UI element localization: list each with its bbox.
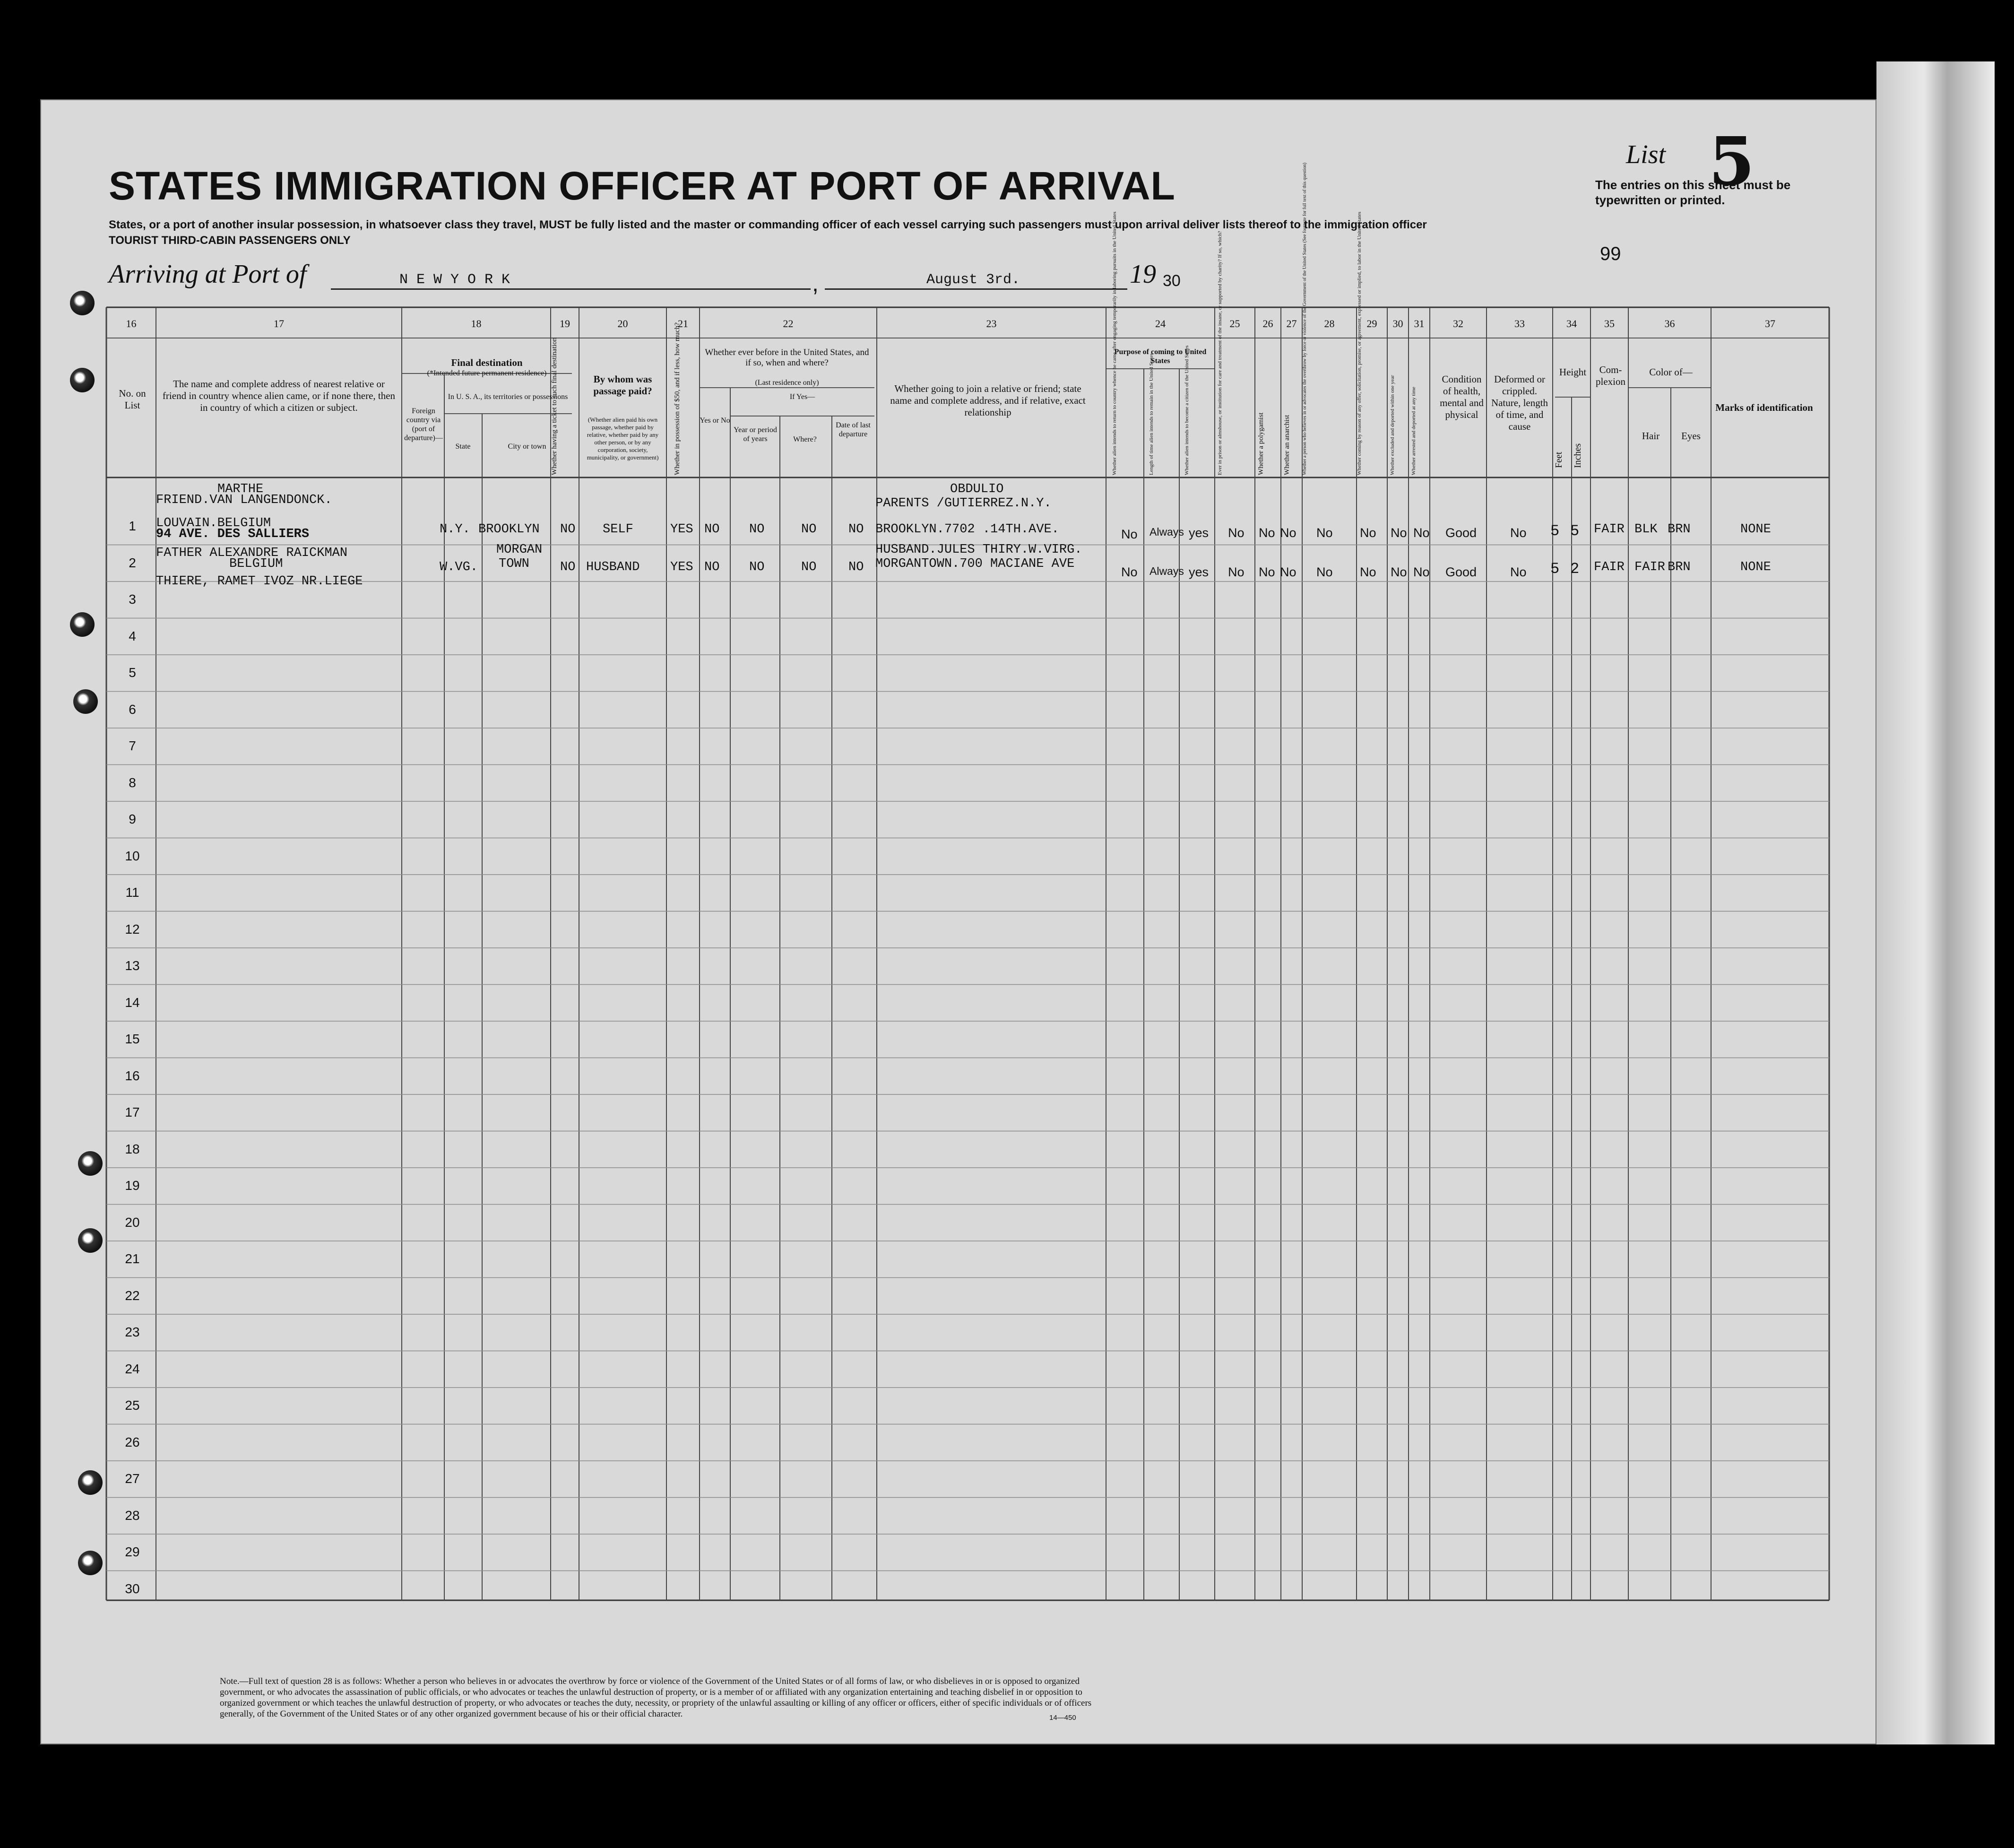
header-excluded: Whether excluded and deported within one year: [1390, 375, 1395, 475]
arrival-date: August 3rd.: [926, 272, 1020, 288]
header-final-destination: Final destination: [451, 357, 523, 368]
row1-years: NO: [749, 522, 765, 537]
row2-polygamist: No: [1259, 565, 1275, 579]
header-inches: Inches: [1573, 443, 1583, 468]
column-number: 21: [678, 318, 688, 330]
row1-offer: No: [1360, 526, 1376, 540]
row2-citizen: yes: [1189, 565, 1209, 579]
row-number: 29: [125, 1544, 140, 1559]
form-number: 14—450: [1049, 1714, 1076, 1722]
row1-money: YES: [670, 522, 693, 537]
row2-join-relation: HUSBAND.JULES THIRY.W.VIRG.: [875, 543, 1082, 557]
row2-complexion: FAIR: [1594, 560, 1625, 574]
row2-inches: 2: [1570, 560, 1580, 578]
row1-passage: SELF: [603, 522, 633, 537]
header-overthrow: [1302, 343, 1308, 475]
header-state: State: [455, 442, 471, 451]
row-number: 21: [125, 1251, 140, 1266]
form-title: STATES IMMIGRATION OFFICER AT PORT OF ARRIVAL: [109, 164, 1176, 208]
row2-marks: NONE: [1740, 560, 1771, 574]
row2-anarchist: No: [1280, 565, 1297, 579]
header-ever-before-sub: (Last residence only): [755, 379, 819, 387]
row-number: 9: [129, 812, 136, 826]
row1-polygamist: No: [1259, 526, 1275, 540]
header-money: Whether in possession of $50, and if less, how much?: [674, 322, 681, 475]
row-number: 20: [125, 1215, 140, 1230]
row-number: 8: [129, 775, 136, 790]
year-suffix: 30: [1163, 272, 1181, 290]
column-number: 25: [1229, 318, 1240, 330]
row1-ticket: NO: [560, 522, 576, 537]
row2-city-line2: TOWN: [499, 557, 529, 571]
row2-where: NO: [801, 560, 817, 574]
header-complexion: Com- plexion: [1596, 364, 1625, 387]
header-where: Where?: [793, 435, 817, 443]
row2-hair: FAIR: [1634, 560, 1665, 574]
column-number: 24: [1155, 318, 1166, 330]
row2-relative-name: FATHER ALEXANDRE RAICKMAN: [156, 546, 348, 560]
row2-relative-country: BELGIUM: [229, 557, 283, 571]
form-subtitle: States, or a port of another insular possession, in whatsoever class they travel, MUST be fully listed and the master or commanding officer of each vessel carrying such passengers must upon arrival deliver lists thereof to the immigration officer: [109, 218, 1427, 231]
row1-relative-address: 94 AVE. DES SALLIERS: [156, 527, 310, 541]
row2-offer: No: [1360, 565, 1376, 579]
header-purpose: Purpose of coming to United States: [1114, 348, 1207, 365]
row-number: 3: [129, 592, 136, 607]
row-number: 15: [125, 1032, 140, 1046]
column-number: 28: [1324, 318, 1335, 330]
row-number: 14: [125, 995, 140, 1010]
row-number: 17: [125, 1105, 140, 1119]
column-number: 34: [1566, 318, 1577, 330]
row1-hair: BLK: [1634, 522, 1658, 537]
row-number: 1: [129, 519, 136, 533]
header-passage-sub: (Whether alien paid his own passage, whether paid by relative, whether paid by any other person, or by any corporation, society, municipality, or government): [587, 416, 659, 461]
header-join-relative: Whether going to join a relative or friend; state name and complete address, and if relative, exact relationship: [890, 383, 1086, 418]
header-years: Year or period of years: [734, 426, 777, 443]
row1-marks: NONE: [1740, 522, 1771, 537]
row2-ticket: NO: [560, 560, 576, 574]
row1-join-name: OBDULIO: [950, 482, 1004, 496]
header-ever-before: Whether ever before in the United States, and if so, when and where?: [705, 347, 869, 368]
row1-departure: NO: [848, 522, 864, 537]
row-number: 19: [125, 1178, 140, 1193]
column-number: 31: [1414, 318, 1425, 330]
row2-years: NO: [749, 560, 765, 574]
column-number: 17: [274, 318, 284, 330]
header-eyes: Eyes: [1681, 430, 1701, 442]
row1-deformed: No: [1510, 526, 1527, 540]
row-number: 11: [125, 885, 139, 900]
row2-deported: No: [1413, 565, 1430, 579]
row2-join-address: MORGANTOWN.700 MACIANE AVE: [875, 557, 1075, 571]
row2-city-line1: MORGAN: [496, 543, 543, 557]
column-number: 27: [1286, 318, 1297, 330]
row-number: 10: [125, 848, 140, 863]
header-hair: Hair: [1642, 430, 1660, 442]
row2-departure: NO: [848, 560, 864, 574]
row2-length: Always: [1150, 565, 1184, 577]
header-relative: The name and complete address of nearest relative or friend in country whence alien came, or if none there, then in country of which a citizen or subject.: [162, 378, 396, 413]
column-number: 23: [986, 318, 997, 330]
row-number: 26: [125, 1434, 140, 1449]
row-number: 2: [129, 555, 136, 570]
list-number: 5: [1709, 123, 1755, 200]
column-number: 26: [1262, 318, 1273, 330]
year-prefix: 19: [1130, 260, 1156, 289]
row2-health: Good: [1445, 565, 1477, 579]
row1-complexion: FAIR: [1594, 522, 1625, 537]
row1-join-relation: PARENTS /GUTIERREZ.N.Y.: [875, 496, 1052, 511]
port-value: N E W Y O R K: [399, 272, 510, 288]
header-ticket: Whether having a ticket to such final destination: [551, 337, 558, 475]
header-offer: Whether coming by reason of any offer, solicitation, promise, or agreement, expressed or implied, to labor in the United States: [1357, 211, 1362, 475]
sheet-number: 99: [1600, 243, 1621, 264]
header-return: [1112, 373, 1118, 475]
header-last-departure: Date of last departure: [836, 421, 871, 438]
header-health: Condition of health, mental and physical: [1440, 373, 1484, 420]
column-number: 37: [1765, 318, 1775, 330]
row2-eyes: BRN: [1668, 560, 1691, 574]
row-number: 22: [125, 1288, 140, 1303]
row1-feet: 5: [1550, 522, 1560, 540]
column-number: 16: [126, 318, 137, 330]
row1-join-address: BROOKLYN.7702 .14TH.AVE.: [875, 522, 1059, 537]
entries-note: The entries on this sheet must be typewritten or printed.: [1595, 178, 1791, 207]
row-number: 18: [125, 1141, 140, 1156]
row-number: 25: [125, 1398, 140, 1413]
row-number: 13: [125, 958, 140, 973]
row2-deformed: No: [1510, 565, 1527, 579]
row2-before: NO: [704, 560, 720, 574]
row1-citizen: yes: [1189, 526, 1209, 540]
header-final-destination-sub: (*Intended future permanent residence): [427, 369, 547, 377]
header-no-on-list: No. on List: [119, 388, 146, 411]
row-number: 16: [125, 1068, 140, 1083]
row-number: 4: [129, 628, 136, 643]
header-yes-no: Yes or No: [700, 416, 730, 425]
row-number: 30: [125, 1581, 140, 1596]
row-number: 12: [125, 921, 140, 937]
row1-relative-name: MARTHE: [217, 482, 264, 496]
header-prison: Ever in prison or almshouse, or institution for care and treatment of the insane, or supported by charity? If so, which?: [1217, 231, 1223, 475]
row1-relative-city: LOUVAIN.BELGIUM: [156, 516, 271, 530]
row-number: 27: [125, 1471, 140, 1486]
column-number: 35: [1604, 318, 1615, 330]
header-if-yes: If Yes—: [789, 393, 815, 401]
header-in-usa: In U. S. A., its territories or possessions: [448, 393, 568, 401]
row1-health: Good: [1445, 526, 1477, 540]
row1-city: BROOKLYN: [478, 522, 540, 537]
row-number: 28: [125, 1508, 140, 1523]
column-number: 30: [1392, 318, 1403, 330]
header-passage: By whom was passage paid?: [593, 373, 652, 397]
header-city: City or town: [508, 442, 546, 451]
row-number: 23: [125, 1325, 140, 1339]
header-citizen: Whether alien intends to become a citizen of the United States: [1184, 345, 1190, 475]
row1-return: No: [1121, 527, 1138, 541]
row1-where: NO: [801, 522, 817, 537]
row2-return: No: [1121, 565, 1138, 579]
column-number: 18: [471, 318, 482, 330]
column-number: 19: [560, 318, 570, 330]
arriving-port-label: Arriving at Port of: [109, 260, 307, 289]
row2-passage: HUSBAND: [586, 560, 640, 574]
header-feet: Feet: [1554, 451, 1564, 468]
row2-feet: 5: [1550, 560, 1560, 578]
row1-relative-line: FRIEND.VAN LANGENDONCK.: [156, 493, 332, 507]
header-foreign-country: Foreign country via (port of departure)—: [404, 407, 443, 442]
row1-prison: No: [1228, 526, 1245, 540]
header-deported: Whether arrested and deported at any time: [1411, 387, 1417, 475]
row1-overthrow: No: [1316, 526, 1333, 540]
column-number: 29: [1366, 318, 1377, 330]
row-number: 7: [129, 738, 136, 753]
row2-overthrow: No: [1316, 565, 1333, 579]
column-number: 20: [617, 318, 628, 330]
header-color-of: Color of—: [1649, 366, 1693, 378]
header-marks: Marks of identification: [1715, 402, 1813, 413]
column-number: 36: [1664, 318, 1675, 330]
row2-excluded: No: [1391, 565, 1407, 579]
row1-before: NO: [704, 522, 720, 537]
row1-length: Always: [1150, 526, 1184, 538]
row1-inches: 5: [1570, 522, 1580, 540]
footnote-question-28: Note.—Full text of question 28 is as follows: Whether a person who believes in or advocates the overthrow by force or violence of the Government of the United States or of all forms of law, or who disbelieves in or is opposed to organized government, or who advocates the assassination of public officials, or who advocates or teaches the unlawful destruction of property, or is a member of or affiliated with any organization entertaining and teaching disbelief in or opposition to organized government or which teaches the unlawful destruction of property, or who advocates or teaches the duty, necessity, or propriety of the unlawful assaulting or killing of any officer or officers, either of specific individuals or of officers generally, of the Government of the United States or of any other organized government because of his or their official character.: [220, 1676, 1092, 1719]
column-number: 32: [1453, 318, 1463, 330]
row1-anarchist: No: [1280, 526, 1297, 540]
row-number: 6: [129, 702, 136, 717]
row2-state: W.VG.: [440, 560, 478, 574]
row2-prison: No: [1228, 565, 1245, 579]
list-label: List: [1626, 140, 1666, 169]
passenger-class: TOURIST THIRD-CABIN PASSENGERS ONLY: [109, 234, 351, 247]
header-anarchist: Whether an anarchist: [1283, 415, 1291, 475]
header-deformed: Deformed or crippled. Nature, length of time, and cause: [1491, 373, 1548, 432]
header-polygamist: Whether a polygamist: [1257, 412, 1265, 475]
row1-excluded: No: [1391, 526, 1407, 540]
header-length: Length of time alien intends to remain in the United States: [1149, 353, 1154, 475]
row2-money: YES: [670, 560, 693, 574]
column-number: 33: [1514, 318, 1525, 330]
row1-deported: No: [1413, 526, 1430, 540]
row1-state: N.Y.: [440, 522, 470, 537]
column-number: 22: [783, 318, 794, 330]
row2-relative-address: THIERE, RAMET IVOZ NR.LIEGE: [156, 574, 363, 589]
row-number: 5: [129, 665, 136, 680]
row-number: 24: [125, 1361, 140, 1376]
row1-eyes: BRN: [1668, 522, 1691, 537]
header-height: Height: [1559, 366, 1587, 378]
